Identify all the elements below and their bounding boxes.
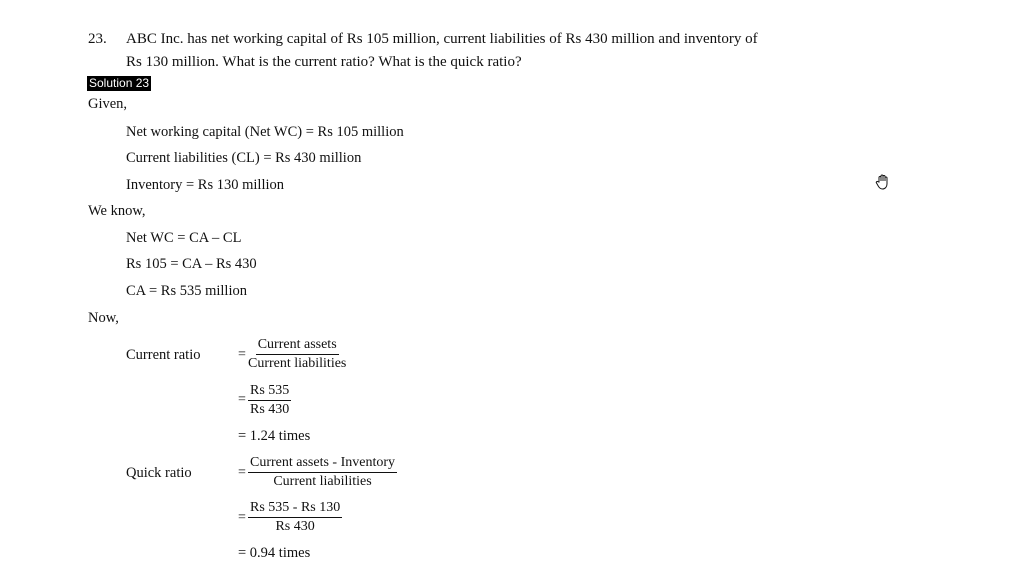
given-inventory: Inventory = Rs 130 million [126,177,285,193]
solution-badge: Solution 23 [89,76,150,90]
current-ratio-calculation [248,383,291,418]
given-heading: Given, [88,96,128,112]
current-ratio-equals: = [238,347,246,362]
question-line-1: ABC Inc. has net working capital of Rs 105 million, current liabilities of Rs 430 million and inventory of [126,31,758,47]
current-ratio-calc-equals: = [238,392,246,407]
we-know-ca-result: CA = Rs 535 million [126,283,247,299]
we-know-formula: Net WC = CA – CL [126,230,242,246]
question-number: 23. [88,31,107,47]
quick-ratio-calc-equals: = [238,510,246,525]
current-ratio-formula [248,337,346,372]
quick-ratio-formula-numerator: Current assets - Inventory [248,455,397,473]
quick-ratio-calculation [248,500,342,535]
question-line-2: Rs 130 million. What is the current ratio? What is the quick ratio? [126,54,522,70]
current-ratio-calc-numerator: Rs 535 [248,383,291,401]
quick-ratio-calc-denominator: Rs 430 [275,519,315,534]
quick-ratio-calc-numerator: Rs 535 - Rs 130 [248,500,342,518]
quick-ratio-label: Quick ratio [126,465,192,481]
current-ratio-calc-denominator: Rs 430 [250,402,290,417]
hand-cursor-icon [874,173,892,191]
current-ratio-label: Current ratio [126,347,201,363]
current-ratio-formula-denominator: Current liabilities [248,356,347,371]
given-net-wc: Net working capital (Net WC) = Rs 105 million [126,124,404,140]
we-know-substitution: Rs 105 = CA – Rs 430 [126,256,257,272]
current-ratio-formula-numerator: Current assets [256,337,339,355]
quick-ratio-equals: = [238,465,246,480]
quick-ratio-formula [248,455,397,490]
current-ratio-result: = 1.24 times [238,428,311,444]
quick-ratio-result: = 0.94 times [238,545,311,561]
we-know-heading: We know, [88,203,146,219]
given-current-liabilities: Current liabilities (CL) = Rs 430 million [126,150,362,166]
now-heading: Now, [88,310,119,326]
quick-ratio-formula-denominator: Current liabilities [273,474,372,489]
